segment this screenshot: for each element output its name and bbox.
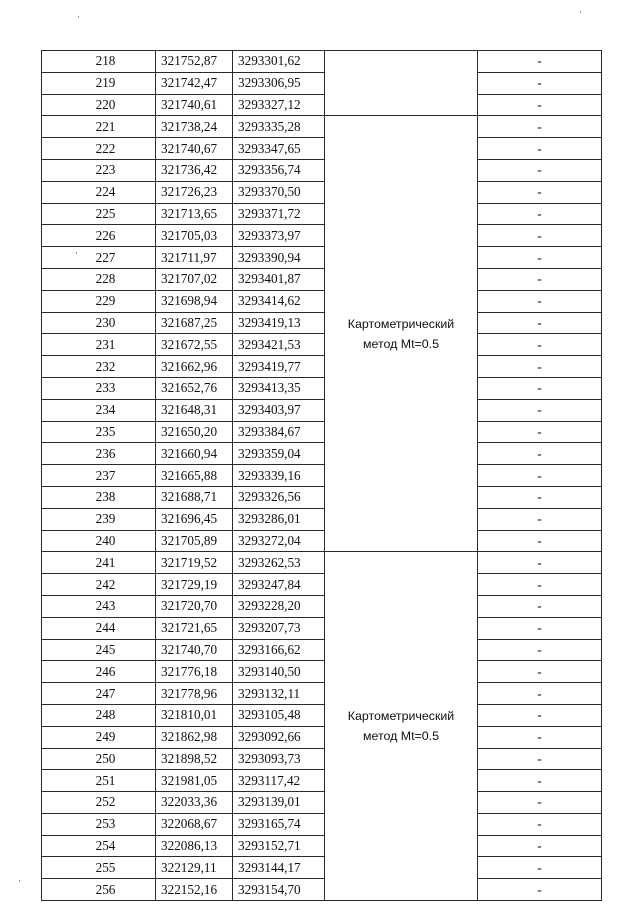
error-cell: - bbox=[478, 813, 602, 835]
method-name: Картометрический bbox=[347, 709, 455, 724]
y-coordinate-cell: 3293384,67 bbox=[233, 421, 325, 443]
table-row bbox=[42, 159, 602, 181]
x-coordinate-cell: 321707,02 bbox=[156, 268, 233, 290]
error-cell: - bbox=[478, 879, 602, 901]
x-coordinate-cell: 322129,11 bbox=[156, 857, 233, 879]
x-coordinate-cell: 321720,70 bbox=[156, 595, 233, 617]
table-row bbox=[42, 312, 602, 334]
y-coordinate-cell: 3293093,73 bbox=[233, 748, 325, 770]
y-coordinate-cell: 3293419,13 bbox=[233, 312, 325, 334]
error-cell: - bbox=[478, 268, 602, 290]
x-coordinate-cell: 321650,20 bbox=[156, 421, 233, 443]
table-row bbox=[42, 334, 602, 356]
y-coordinate-cell: 3293092,66 bbox=[233, 726, 325, 748]
point-number-cell: 220 bbox=[42, 94, 156, 116]
y-coordinate-cell: 3293262,53 bbox=[233, 552, 325, 574]
table-row bbox=[42, 661, 602, 683]
error-cell: - bbox=[478, 704, 602, 726]
x-coordinate-cell: 321726,23 bbox=[156, 181, 233, 203]
point-number-cell: 224 bbox=[42, 181, 156, 203]
error-cell: - bbox=[478, 683, 602, 705]
table-row bbox=[42, 443, 602, 465]
method-cell bbox=[325, 552, 478, 901]
table-row bbox=[42, 377, 602, 399]
point-number-cell: 230 bbox=[42, 312, 156, 334]
point-number-cell: 247 bbox=[42, 683, 156, 705]
table-row bbox=[42, 94, 602, 116]
point-number-cell: 253 bbox=[42, 813, 156, 835]
y-coordinate-cell: 3293327,12 bbox=[233, 94, 325, 116]
error-cell: - bbox=[478, 465, 602, 487]
error-cell: - bbox=[478, 334, 602, 356]
y-coordinate-cell: 3293301,62 bbox=[233, 51, 325, 73]
point-number-cell: 229 bbox=[42, 290, 156, 312]
method-cell bbox=[325, 116, 478, 552]
x-coordinate-cell: 321652,76 bbox=[156, 377, 233, 399]
x-coordinate-cell: 321810,01 bbox=[156, 704, 233, 726]
y-coordinate-cell: 3293117,42 bbox=[233, 770, 325, 792]
y-coordinate-cell: 3293390,94 bbox=[233, 247, 325, 269]
y-coordinate-cell: 3293144,17 bbox=[233, 857, 325, 879]
error-cell: - bbox=[478, 312, 602, 334]
x-coordinate-cell: 321740,67 bbox=[156, 138, 233, 160]
point-number-cell: 241 bbox=[42, 552, 156, 574]
error-cell: - bbox=[478, 51, 602, 73]
table-row bbox=[42, 770, 602, 792]
table-row bbox=[42, 683, 602, 705]
error-cell: - bbox=[478, 770, 602, 792]
error-cell: - bbox=[478, 94, 602, 116]
error-cell: - bbox=[478, 225, 602, 247]
x-coordinate-cell: 321719,52 bbox=[156, 552, 233, 574]
error-cell: - bbox=[478, 443, 602, 465]
point-number-cell: 251 bbox=[42, 770, 156, 792]
point-number-cell: 250 bbox=[42, 748, 156, 770]
y-coordinate-cell: 3293228,20 bbox=[233, 595, 325, 617]
x-coordinate-cell: 321736,42 bbox=[156, 159, 233, 181]
point-number-cell: 228 bbox=[42, 268, 156, 290]
x-coordinate-cell: 321711,97 bbox=[156, 247, 233, 269]
table-row bbox=[42, 726, 602, 748]
error-cell: - bbox=[478, 203, 602, 225]
table-row bbox=[42, 617, 602, 639]
y-coordinate-cell: 3293356,74 bbox=[233, 159, 325, 181]
x-coordinate-cell: 321687,25 bbox=[156, 312, 233, 334]
x-coordinate-cell: 322152,16 bbox=[156, 879, 233, 901]
point-number-cell: 256 bbox=[42, 879, 156, 901]
y-coordinate-cell: 3293359,04 bbox=[233, 443, 325, 465]
x-coordinate-cell: 321776,18 bbox=[156, 661, 233, 683]
error-cell: - bbox=[478, 399, 602, 421]
error-cell: - bbox=[478, 508, 602, 530]
method-name: Картометрический bbox=[347, 316, 455, 331]
x-coordinate-cell: 321662,96 bbox=[156, 356, 233, 378]
point-number-cell: 235 bbox=[42, 421, 156, 443]
x-coordinate-cell: 321665,88 bbox=[156, 465, 233, 487]
error-cell: - bbox=[478, 639, 602, 661]
x-coordinate-cell: 321660,94 bbox=[156, 443, 233, 465]
x-coordinate-cell: 321740,61 bbox=[156, 94, 233, 116]
error-cell: - bbox=[478, 421, 602, 443]
point-number-cell: 242 bbox=[42, 574, 156, 596]
x-coordinate-cell: 321705,03 bbox=[156, 225, 233, 247]
table-row bbox=[42, 857, 602, 879]
table-row bbox=[42, 704, 602, 726]
point-number-cell: 254 bbox=[42, 835, 156, 857]
y-coordinate-cell: 3293326,56 bbox=[233, 486, 325, 508]
error-cell: - bbox=[478, 290, 602, 312]
x-coordinate-cell: 321696,45 bbox=[156, 508, 233, 530]
table-row bbox=[42, 421, 602, 443]
y-coordinate-cell: 3293272,04 bbox=[233, 530, 325, 552]
x-coordinate-cell: 321981,05 bbox=[156, 770, 233, 792]
table-row bbox=[42, 486, 602, 508]
error-cell: - bbox=[478, 181, 602, 203]
coordinates-table-body bbox=[42, 51, 602, 901]
x-coordinate-cell: 321862,98 bbox=[156, 726, 233, 748]
x-coordinate-cell: 321898,52 bbox=[156, 748, 233, 770]
table-row bbox=[42, 879, 602, 901]
point-number-cell: 236 bbox=[42, 443, 156, 465]
error-cell: - bbox=[478, 116, 602, 138]
error-cell: - bbox=[478, 857, 602, 879]
y-coordinate-cell: 3293152,71 bbox=[233, 835, 325, 857]
error-cell: - bbox=[478, 835, 602, 857]
point-number-cell: 221 bbox=[42, 116, 156, 138]
table-row bbox=[42, 72, 602, 94]
table-row bbox=[42, 247, 602, 269]
y-coordinate-cell: 3293140,50 bbox=[233, 661, 325, 683]
table-row bbox=[42, 290, 602, 312]
x-coordinate-cell: 321698,94 bbox=[156, 290, 233, 312]
y-coordinate-cell: 3293401,87 bbox=[233, 268, 325, 290]
x-coordinate-cell: 322086,13 bbox=[156, 835, 233, 857]
table-row bbox=[42, 748, 602, 770]
x-coordinate-cell: 321705,89 bbox=[156, 530, 233, 552]
x-coordinate-cell: 321738,24 bbox=[156, 116, 233, 138]
table-row bbox=[42, 138, 602, 160]
x-coordinate-cell: 321713,65 bbox=[156, 203, 233, 225]
x-coordinate-cell: 321648,31 bbox=[156, 399, 233, 421]
point-number-cell: 226 bbox=[42, 225, 156, 247]
table-row bbox=[42, 203, 602, 225]
table-row bbox=[42, 181, 602, 203]
y-coordinate-cell: 3293335,28 bbox=[233, 116, 325, 138]
point-number-cell: 244 bbox=[42, 617, 156, 639]
y-coordinate-cell: 3293166,62 bbox=[233, 639, 325, 661]
error-cell: - bbox=[478, 138, 602, 160]
y-coordinate-cell: 3293413,35 bbox=[233, 377, 325, 399]
x-coordinate-cell: 322068,67 bbox=[156, 813, 233, 835]
point-number-cell: 231 bbox=[42, 334, 156, 356]
table-row bbox=[42, 225, 602, 247]
point-number-cell: 227 bbox=[42, 247, 156, 269]
point-number-cell: 248 bbox=[42, 704, 156, 726]
y-coordinate-cell: 3293414,62 bbox=[233, 290, 325, 312]
x-coordinate-cell: 321778,96 bbox=[156, 683, 233, 705]
x-coordinate-cell: 321729,19 bbox=[156, 574, 233, 596]
table-row bbox=[42, 116, 602, 138]
y-coordinate-cell: 3293373,97 bbox=[233, 225, 325, 247]
x-coordinate-cell: 321742,47 bbox=[156, 72, 233, 94]
method-accuracy: метод Mt=0.5 bbox=[362, 336, 440, 351]
x-coordinate-cell: 321752,87 bbox=[156, 51, 233, 73]
y-coordinate-cell: 3293139,01 bbox=[233, 792, 325, 814]
error-cell: - bbox=[478, 530, 602, 552]
error-cell: - bbox=[478, 356, 602, 378]
table-row bbox=[42, 465, 602, 487]
x-coordinate-cell: 321688,71 bbox=[156, 486, 233, 508]
y-coordinate-cell: 3293165,74 bbox=[233, 813, 325, 835]
error-cell: - bbox=[478, 574, 602, 596]
y-coordinate-cell: 3293347,65 bbox=[233, 138, 325, 160]
point-number-cell: 243 bbox=[42, 595, 156, 617]
error-cell: - bbox=[478, 72, 602, 94]
x-coordinate-cell: 322033,36 bbox=[156, 792, 233, 814]
x-coordinate-cell: 321721,65 bbox=[156, 617, 233, 639]
coordinates-table bbox=[41, 50, 602, 901]
y-coordinate-cell: 3293105,48 bbox=[233, 704, 325, 726]
point-number-cell: 232 bbox=[42, 356, 156, 378]
y-coordinate-cell: 3293403,97 bbox=[233, 399, 325, 421]
error-cell: - bbox=[478, 247, 602, 269]
table-row bbox=[42, 399, 602, 421]
y-coordinate-cell: 3293154,70 bbox=[233, 879, 325, 901]
table-row bbox=[42, 595, 602, 617]
point-number-cell: 218 bbox=[42, 51, 156, 73]
point-number-cell: 239 bbox=[42, 508, 156, 530]
table-row bbox=[42, 835, 602, 857]
scan-speck bbox=[78, 16, 79, 18]
y-coordinate-cell: 3293207,73 bbox=[233, 617, 325, 639]
y-coordinate-cell: 3293421,53 bbox=[233, 334, 325, 356]
table-row bbox=[42, 268, 602, 290]
error-cell: - bbox=[478, 748, 602, 770]
y-coordinate-cell: 3293371,72 bbox=[233, 203, 325, 225]
point-number-cell: 249 bbox=[42, 726, 156, 748]
error-cell: - bbox=[478, 552, 602, 574]
point-number-cell: 233 bbox=[42, 377, 156, 399]
error-cell: - bbox=[478, 486, 602, 508]
point-number-cell: 246 bbox=[42, 661, 156, 683]
point-number-cell: 234 bbox=[42, 399, 156, 421]
table-row bbox=[42, 813, 602, 835]
error-cell: - bbox=[478, 617, 602, 639]
table-row bbox=[42, 639, 602, 661]
point-number-cell: 223 bbox=[42, 159, 156, 181]
table-row bbox=[42, 356, 602, 378]
error-cell: - bbox=[478, 726, 602, 748]
point-number-cell: 245 bbox=[42, 639, 156, 661]
scan-speck bbox=[19, 880, 20, 882]
point-number-cell: 255 bbox=[42, 857, 156, 879]
y-coordinate-cell: 3293132,11 bbox=[233, 683, 325, 705]
y-coordinate-cell: 3293306,95 bbox=[233, 72, 325, 94]
x-coordinate-cell: 321672,55 bbox=[156, 334, 233, 356]
error-cell: - bbox=[478, 595, 602, 617]
table-row bbox=[42, 530, 602, 552]
error-cell: - bbox=[478, 159, 602, 181]
point-number-cell: 252 bbox=[42, 792, 156, 814]
table-row bbox=[42, 552, 602, 574]
table-row bbox=[42, 574, 602, 596]
y-coordinate-cell: 3293370,50 bbox=[233, 181, 325, 203]
point-number-cell: 238 bbox=[42, 486, 156, 508]
point-number-cell: 219 bbox=[42, 72, 156, 94]
method-cell bbox=[325, 51, 478, 116]
y-coordinate-cell: 3293286,01 bbox=[233, 508, 325, 530]
y-coordinate-cell: 3293419,77 bbox=[233, 356, 325, 378]
point-number-cell: 222 bbox=[42, 138, 156, 160]
table-row bbox=[42, 792, 602, 814]
point-number-cell: 237 bbox=[42, 465, 156, 487]
x-coordinate-cell: 321740,70 bbox=[156, 639, 233, 661]
table-row bbox=[42, 51, 602, 73]
table-row bbox=[42, 508, 602, 530]
error-cell: - bbox=[478, 792, 602, 814]
method-accuracy: метод Mt=0.5 bbox=[362, 729, 440, 744]
scan-speck bbox=[580, 11, 581, 13]
point-number-cell: 240 bbox=[42, 530, 156, 552]
y-coordinate-cell: 3293339,16 bbox=[233, 465, 325, 487]
error-cell: - bbox=[478, 377, 602, 399]
error-cell: - bbox=[478, 661, 602, 683]
y-coordinate-cell: 3293247,84 bbox=[233, 574, 325, 596]
point-number-cell: 225 bbox=[42, 203, 156, 225]
